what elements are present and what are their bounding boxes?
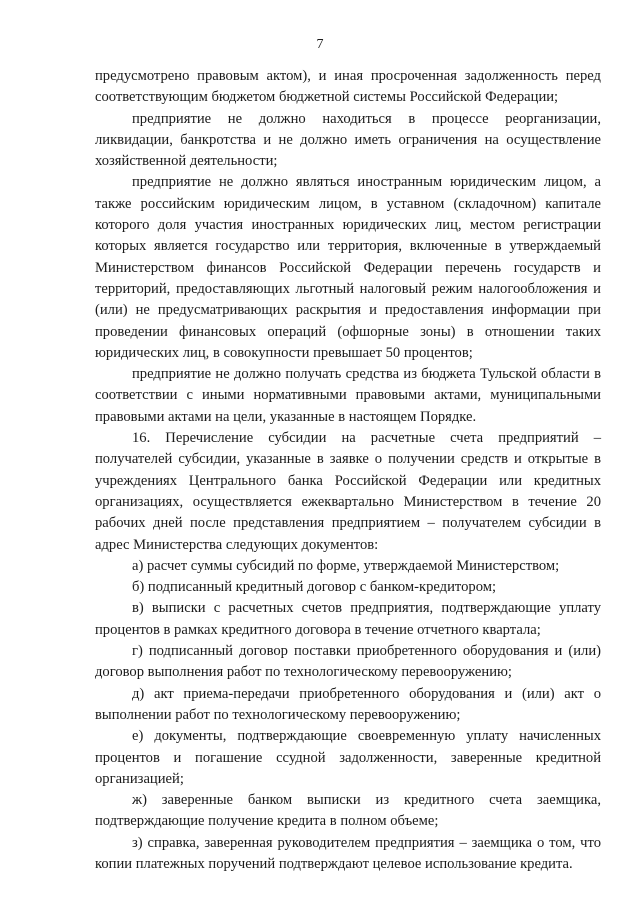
- document-body: [95, 66, 601, 875]
- list-item-z: з) справка, заверенная руководителем предприятия – заемщика о том, что копии платежных поручений подтверждают целевое использование кредита.: [95, 834, 601, 872]
- list-item-v: в) выписки с расчетных счетов предприятия, подтверждающие уплату процентов в рамках кредитного договора в течение отчетного квартала;: [95, 600, 601, 638]
- page-number: 7: [316, 37, 324, 52]
- paragraph-condition-reorganization: предприятие не должно находиться в процессе реорганизации, ликвидации, банкротства и не должно иметь ограничения на осуществление хозяйственной деятельности;: [95, 110, 601, 170]
- list-item-d: д) акт приема-передачи приобретенного оборудования и (или) акт о выполнении работ по технологическому перевооружению;: [95, 685, 601, 723]
- paragraph-section-16: 16. Перечисление субсидии на расчетные счета предприятий – получателей субсидии, указанные в заявке о получении средств и открытые в учреждениях Центрального банка Российской Федерации или кредитных организациях, осуществляется ежеквартально Министерством в течение 20 рабочих дней после представления предприятием – получателем субсидии в адрес Министерства следующих документов:: [95, 430, 601, 553]
- list-item-a: а) расчет суммы субсидий по форме, утверждаемой Министерством;: [132, 557, 560, 574]
- list-item-zh: ж) заверенные банком выписки из кредитного счета заемщика, подтверждающие получение кредита в полном объеме;: [95, 792, 601, 830]
- paragraph-continuation: предусмотрено правовым актом), и иная просроченная задолженность перед соответствующим бюджетом бюджетной системы Российской Федерации;: [95, 68, 601, 106]
- list-item-e: е) документы, подтверждающие своевременную уплату начисленных процентов и погашение ссудной задолженности, заверенные кредитной организацией;: [95, 728, 601, 787]
- paragraph-condition-other-funding: предприятие не должно получать средства из бюджета Тульской области в соответствии с иными нормативными правовыми актами, муниципальными правовыми актами на цели, указанные в настоящем Порядке.: [95, 366, 601, 425]
- list-item-g: г) подписанный договор поставки приобретенного оборудования и (или) договор выполнения работ по технологическому перевооружению;: [95, 643, 601, 681]
- list-item-b: б) подписанный кредитный договор с банком-кредитором;: [132, 579, 497, 596]
- paragraph-condition-foreign-entity: предприятие не должно являться иностранным юридическим лицом, а также российским юридическим лицом, в уставном (складочном) капитале которого доля участия иностранных юридических лиц, местом регистрации которых является государство или территория, включенные в утверждаемый Министерством финансов Российской Федерации перечень государств и территорий, предоставляющих льготный налоговый режим налогообложения и (или) не предусматривающих раскрытия и предоставления информации при проведении финансовых операций (офшорные зоны) в отношении таких юридических лиц, в совокупности превышает 50 процентов;: [95, 174, 601, 361]
